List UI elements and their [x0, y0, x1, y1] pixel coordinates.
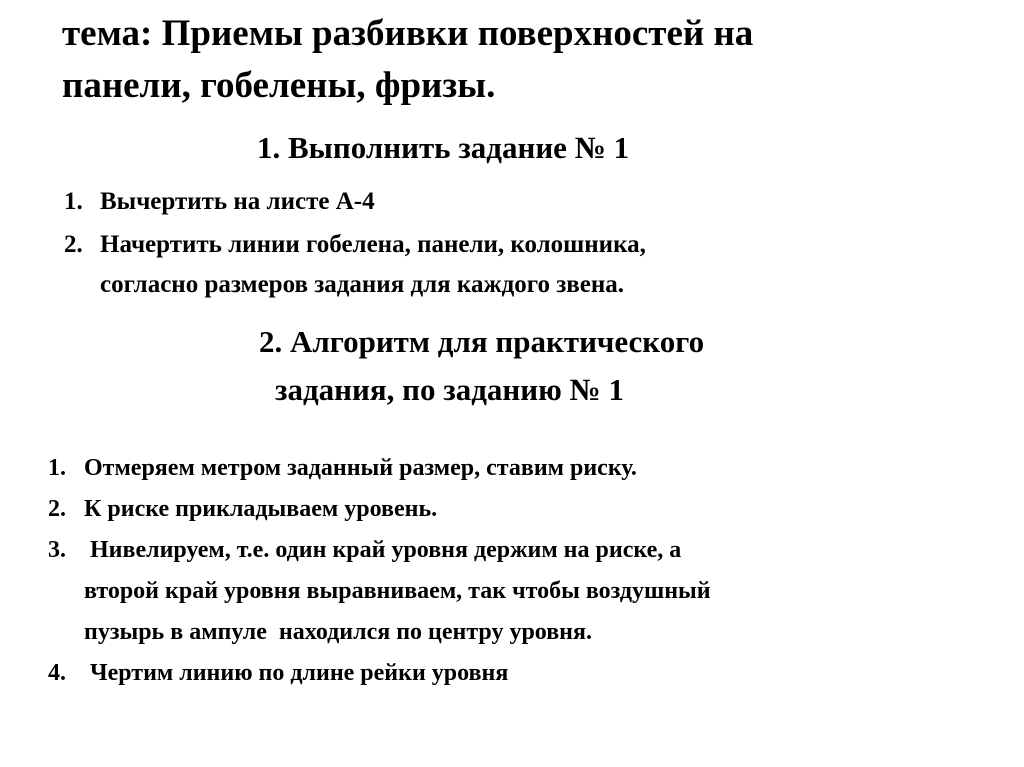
section-1-heading: 1. Выполнить задание № 1	[257, 130, 630, 165]
section-2-item-3-text-line-3: пузырь в ампуле находился по центру уровня.	[84, 619, 592, 645]
section-1-item-2-text-line-1: Начертить линии гобелена, панели, колошника,	[100, 231, 646, 258]
section-2-item-3-text-line-2: второй край уровня выравниваем, так чтобы воздушный	[84, 578, 711, 604]
section-1-item-2-number: 2.	[64, 231, 83, 258]
section-2-item-2-text: К риске прикладываем уровень.	[84, 496, 438, 522]
page-title-line-2: панели, гобелены, фризы.	[62, 65, 496, 106]
section-2-item-4-number: 4.	[48, 660, 66, 686]
section-2-item-4-text: Чертим линию по длине рейки уровня	[84, 660, 509, 686]
section-1-item-2-text-line-2: согласно размеров задания для каждого звена.	[100, 271, 625, 298]
section-2-heading-line-1: 2. Алгоритм для практического	[259, 324, 705, 359]
section-1-item-1-text: Вычертить на листе А-4	[100, 188, 375, 215]
section-1-item-1-number: 1.	[64, 188, 83, 215]
section-2-item-3-number: 3.	[48, 537, 66, 563]
page-title-line-1: тема: Приемы разбивки поверхностей на	[62, 13, 754, 54]
section-2-item-1-number: 1.	[48, 455, 66, 481]
section-2-heading-line-2: задания, по заданию № 1	[275, 372, 624, 407]
section-2-item-3-text-line-1: Нивелируем, т.е. один край уровня держим на риске, а	[84, 537, 682, 563]
section-2-item-2-number: 2.	[48, 496, 66, 522]
section-2-item-1-text: Отмеряем метром заданный размер, ставим риску.	[84, 455, 637, 481]
